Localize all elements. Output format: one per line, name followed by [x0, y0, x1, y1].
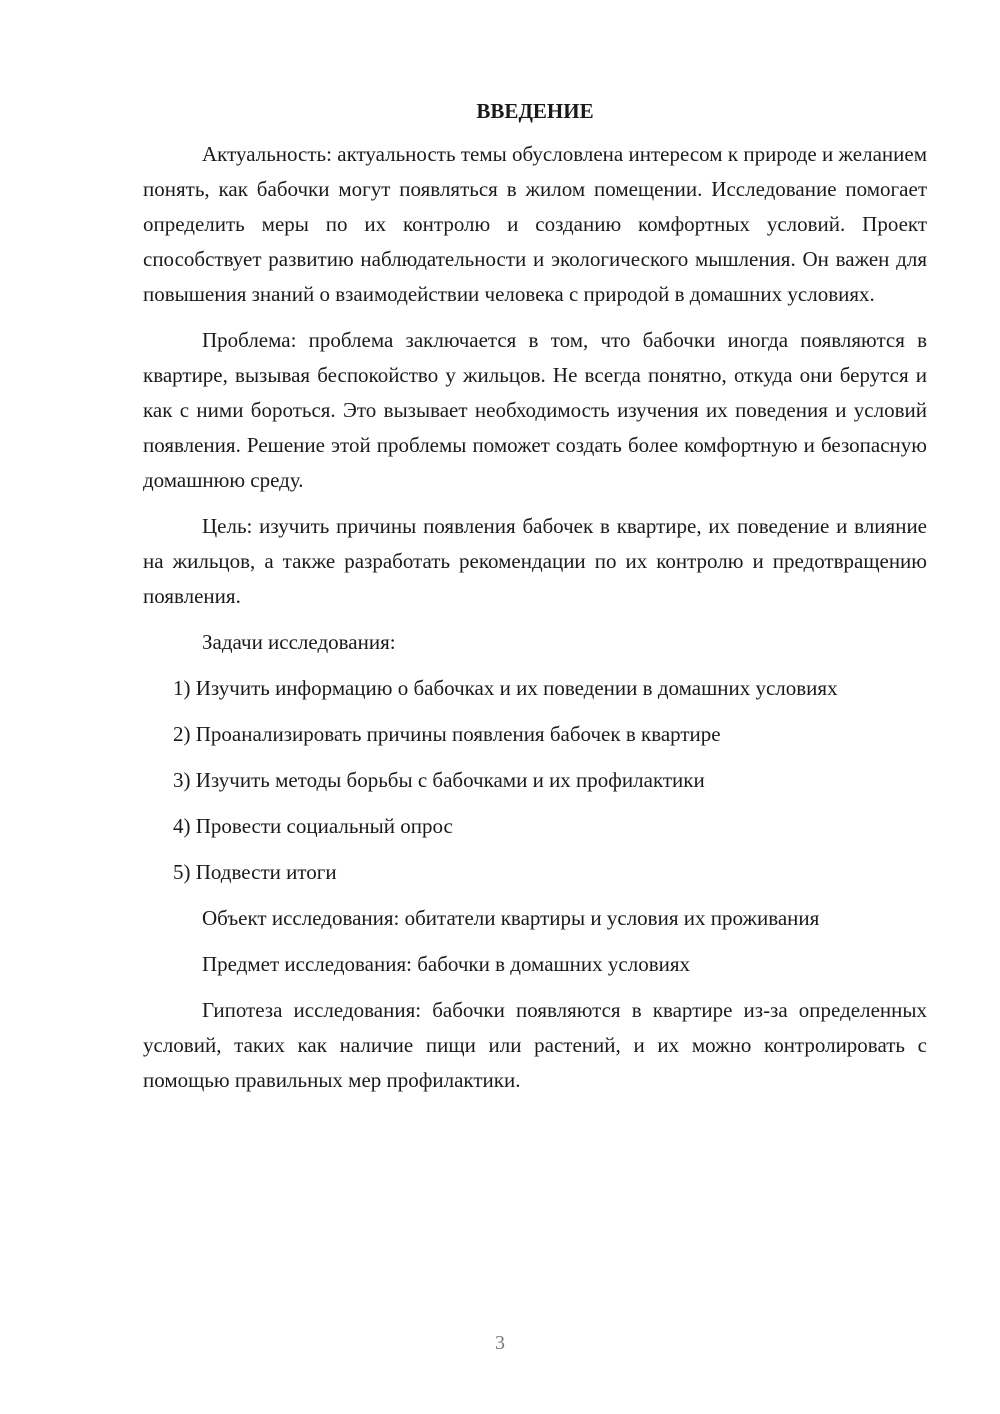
task-item-1: 1) Изучить информацию о бабочках и их поведении в домашних условиях — [173, 676, 838, 700]
hypothesis-paragraph: Гипотеза исследования: бабочки появляются в квартире из-за определенных условий, таких как наличие пищи или растений, и их можно контролировать с помощью правильных мер профилактики. — [143, 998, 927, 1092]
task-item-3: 3) Изучить методы борьбы с бабочками и их профилактики — [173, 768, 705, 792]
object-paragraph: Объект исследования: обитатели квартиры и условия их проживания — [202, 906, 820, 930]
task-item-5: 5) Подвести итоги — [173, 860, 337, 884]
page-title: ВВЕДЕНИЕ — [476, 99, 594, 123]
relevance-paragraph: Актуальность: актуальность темы обусловлена интересом к природе и желанием понять, как бабочки могут появляться в жилом помещении. Исследование помогает определить меры по их контролю и созданию комфортных условий. Проект способствует развитию наблюдательности и экологического мышления. Он важен для повышения знаний о взаимодействии человека с природой в домашних условиях. — [143, 142, 927, 306]
document-body — [143, 94, 927, 1109]
subject-paragraph: Предмет исследования: бабочки в домашних условиях — [202, 952, 691, 976]
goal-paragraph: Цель: изучить причины появления бабочек в квартире, их поведение и влияние на жильцов, а также разработать рекомендации по их контролю и предотвращению появления. — [143, 514, 927, 608]
tasks-heading: Задачи исследования: — [202, 630, 396, 654]
page-number: 3 — [495, 1332, 505, 1354]
task-item-4: 4) Провести социальный опрос — [173, 814, 453, 838]
problem-paragraph: Проблема: проблема заключается в том, что бабочки иногда появляются в квартире, вызывая беспокойство у жильцов. Не всегда понятно, откуда они берутся и как с ними бороться. Это вызывает необходимость изучения их поведения и условий появления. Решение этой проблемы поможет создать более комфортную и безопасную домашнюю среду. — [143, 328, 927, 492]
task-item-2: 2) Проанализировать причины появления бабочек в квартире — [173, 722, 721, 746]
